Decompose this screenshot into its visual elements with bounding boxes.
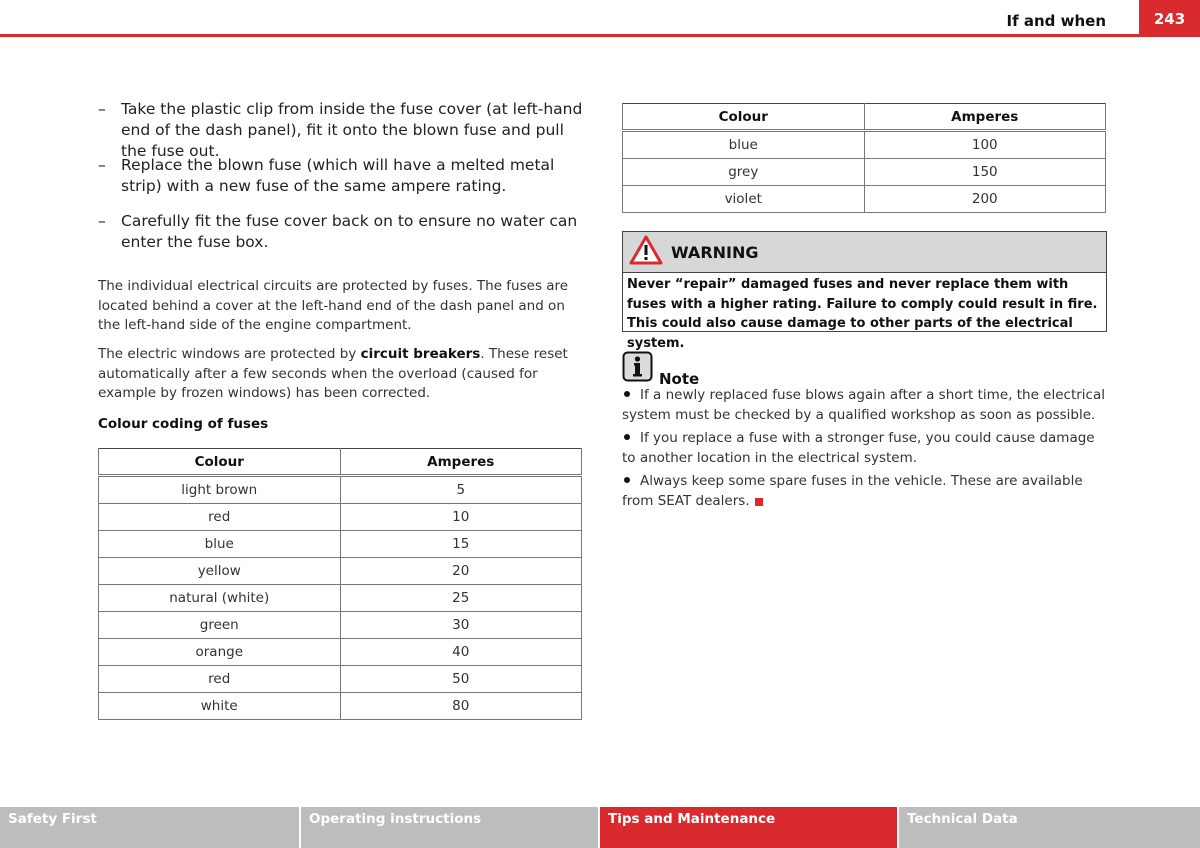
footer-nav <box>0 807 1200 848</box>
column-header: Amperes <box>864 104 1106 131</box>
footer-tab-operating-instructions[interactable]: Operating instructions <box>301 807 598 848</box>
colour-cell: grey <box>623 159 865 186</box>
colour-cell: white <box>99 693 341 720</box>
footer-tab-safety-first[interactable]: Safety First <box>0 807 299 848</box>
colour-cell: blue <box>623 131 865 159</box>
note-text: Always keep some spare fuses in the vehicle. These are available from SEAT dealers. <box>622 473 1083 509</box>
table-row <box>99 585 582 612</box>
bullet-icon <box>624 434 630 440</box>
step-dash: – <box>98 212 106 230</box>
info-icon <box>622 351 653 386</box>
table-row <box>99 476 582 504</box>
table-row <box>623 159 1106 186</box>
note-title: Note <box>659 370 700 388</box>
page-header-title: If and when <box>1006 12 1106 30</box>
warning-header <box>623 232 1106 273</box>
instruction-step <box>98 211 588 253</box>
fuse-colour-table-continued <box>622 103 1106 213</box>
footer-tab-tips-and-maintenance[interactable]: Tips and Maintenance <box>600 807 897 848</box>
step-text: Take the plastic clip from inside the fuse cover (at left-hand end of the dash panel), fit it onto the blown fuse and pull the fuse out. <box>121 100 583 160</box>
amperes-cell: 20 <box>340 558 582 585</box>
step-dash: – <box>98 100 106 118</box>
table-row <box>99 504 582 531</box>
step-text: Replace the blown fuse (which will have a melted metal strip) with a new fuse of the same ampere rating. <box>121 156 555 195</box>
colour-cell: orange <box>99 639 341 666</box>
footer-tab-technical-data[interactable]: Technical Data <box>899 807 1200 848</box>
note-text: If a newly replaced fuse blows again after a short time, the electrical system must be checked by a qualified workshop as soon as possible. <box>622 387 1105 423</box>
step-dash: – <box>98 156 106 174</box>
fuse-colour-table <box>98 448 582 720</box>
section-heading: Colour coding of fuses <box>98 416 269 432</box>
bullet-icon <box>624 391 630 397</box>
step-text: Carefully fit the fuse cover back on to ensure no water can enter the fuse box. <box>121 212 578 251</box>
warning-box <box>622 231 1107 351</box>
instruction-step <box>98 99 588 162</box>
para-text: . These reset automatically after a few seconds when the overload (caused for example by frozen windows) has been corrected. <box>98 346 568 401</box>
table-row <box>99 639 582 666</box>
note-list-item <box>622 472 1108 511</box>
header-rule <box>0 34 1200 37</box>
colour-cell: light brown <box>99 476 341 504</box>
colour-cell: red <box>99 666 341 693</box>
fuse-intro-paragraph: The individual electrical circuits are protected by fuses. The fuses are located behind a cover at the left-hand end of the dash panel and on the left-hand side of the engine compartment. <box>98 278 569 333</box>
warning-triangle-icon <box>623 235 663 269</box>
colour-cell: violet <box>623 186 865 213</box>
table-row <box>99 612 582 639</box>
amperes-cell: 100 <box>864 131 1106 159</box>
colour-cell: natural (white) <box>99 585 341 612</box>
table-row <box>623 186 1106 213</box>
colour-cell: green <box>99 612 341 639</box>
amperes-cell: 30 <box>340 612 582 639</box>
column-header: Amperes <box>340 449 582 476</box>
note-list-item <box>622 429 1108 468</box>
note-list-item <box>622 386 1108 425</box>
amperes-cell: 80 <box>340 693 582 720</box>
table-row <box>99 531 582 558</box>
amperes-cell: 150 <box>864 159 1106 186</box>
amperes-cell: 50 <box>340 666 582 693</box>
table-row <box>623 131 1106 159</box>
note-text: If you replace a fuse with a stronger fuse, you could cause damage to another location in the electrical system. <box>622 430 1095 466</box>
column-header: Colour <box>99 449 341 476</box>
page-number: 243 <box>1139 0 1200 37</box>
amperes-cell: 10 <box>340 504 582 531</box>
column-header: Colour <box>623 104 865 131</box>
colour-cell: red <box>99 504 341 531</box>
warning-text: Never “repair” damaged fuses and never replace them with fuses with a higher rating. Failure to comply could result in fire. This could also cause damage to other parts of the electrical system. <box>627 277 1098 351</box>
table-header-row <box>623 104 1106 131</box>
amperes-cell: 5 <box>340 476 582 504</box>
bullet-icon <box>624 477 630 483</box>
amperes-cell: 25 <box>340 585 582 612</box>
instruction-step <box>98 155 588 197</box>
para-bold-term: circuit breakers <box>360 346 481 362</box>
colour-cell: blue <box>99 531 341 558</box>
colour-cell: yellow <box>99 558 341 585</box>
table-header-row <box>99 449 582 476</box>
table-row <box>99 558 582 585</box>
table-row <box>99 693 582 720</box>
warning-title: WARNING <box>671 242 759 262</box>
circuit-breaker-paragraph <box>98 345 584 404</box>
amperes-cell: 200 <box>864 186 1106 213</box>
note-header <box>622 351 699 386</box>
amperes-cell: 40 <box>340 639 582 666</box>
para-text: The electric windows are protected by <box>98 346 361 362</box>
table-row <box>99 666 582 693</box>
amperes-cell: 15 <box>340 531 582 558</box>
section-end-icon <box>755 498 763 506</box>
